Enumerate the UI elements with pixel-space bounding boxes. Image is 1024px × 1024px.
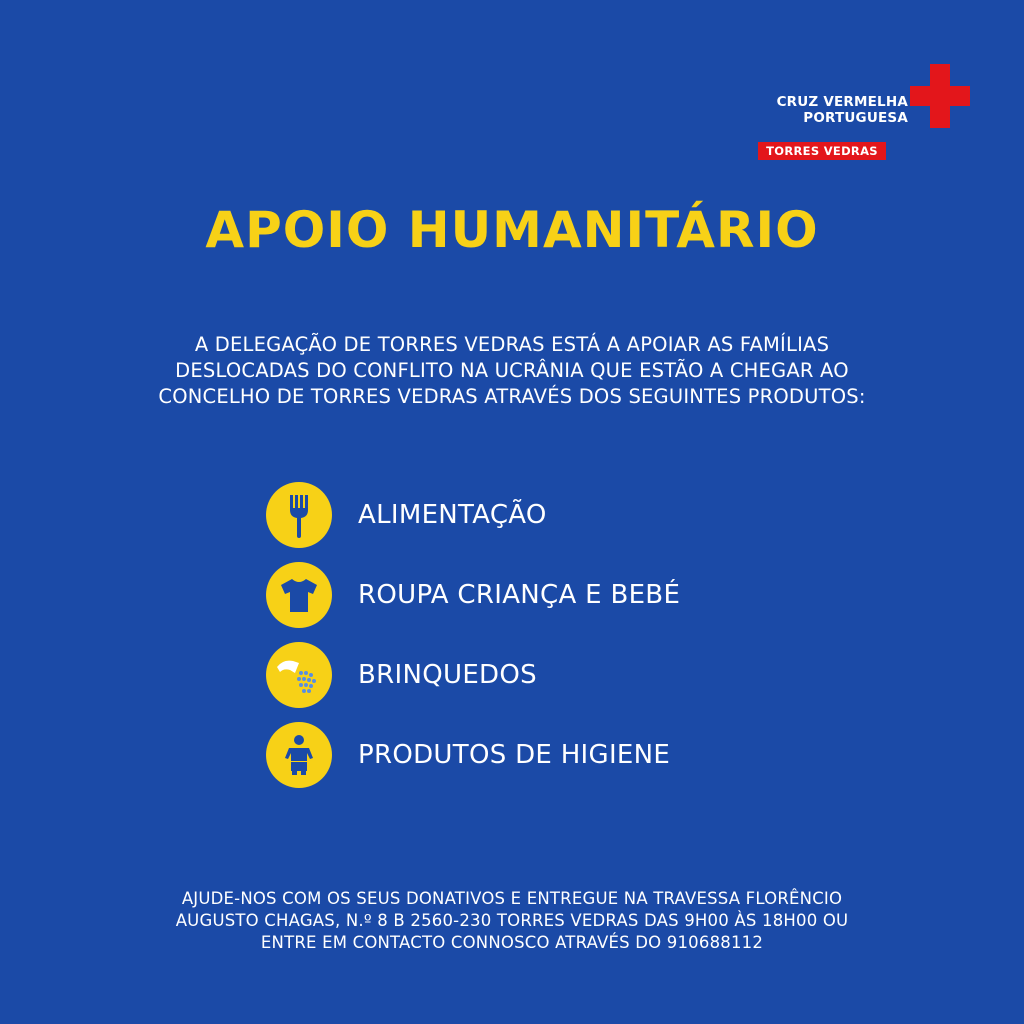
page-title: APOIO HUMANITÁRIO — [205, 201, 819, 259]
logo-text — [777, 94, 908, 126]
list-item-alimentacao — [266, 482, 826, 548]
logo-badge: TORRES VEDRAS — [758, 142, 886, 160]
intro-text — [60, 332, 964, 410]
cruz-vermelha-logo — [758, 64, 970, 164]
shower-icon — [266, 642, 332, 708]
intro-line-2: DESLOCADAS DO CONFLITO NA UCRÂNIA QUE ESTÃO A CHEGAR AO — [175, 359, 849, 382]
intro-line-1: A DELEGAÇÃO DE TORRES VEDRAS ESTÁ A APOIAR AS FAMÍLIAS — [194, 333, 830, 356]
tshirt-icon — [266, 562, 332, 628]
footer-text — [60, 888, 964, 954]
red-cross-icon — [910, 64, 970, 128]
product-list — [266, 482, 826, 802]
item-label: BRINQUEDOS — [358, 660, 537, 690]
logo-line-2: PORTUGUESA — [803, 110, 908, 126]
list-item-brinquedos — [266, 642, 826, 708]
item-label: PRODUTOS DE HIGIENE — [358, 740, 671, 770]
footer-line-3: ENTRE EM CONTACTO CONNOSCO ATRAVÉS DO 910688112 — [260, 933, 764, 952]
fork-icon — [266, 482, 332, 548]
logo-line-1: CRUZ VERMELHA — [776, 94, 908, 110]
footer-line-2: AUGUSTO CHAGAS, N.º 8 B 2560-230 TORRES VEDRAS DAS 9H00 ÀS 18H00 OU — [175, 911, 849, 930]
list-item-roupa — [266, 562, 826, 628]
list-item-higiene — [266, 722, 826, 788]
footer-line-1: AJUDE-NOS COM OS SEUS DONATIVOS E ENTREGUE NA TRAVESSA FLORÊNCIO — [181, 889, 843, 908]
intro-line-3: CONCELHO DE TORRES VEDRAS ATRAVÉS DOS SEGUINTES PRODUTOS: — [158, 385, 866, 408]
item-label: ALIMENTAÇÃO — [358, 500, 547, 530]
child-icon — [266, 722, 332, 788]
item-label: ROUPA CRIANÇA E BEBÉ — [358, 580, 681, 610]
